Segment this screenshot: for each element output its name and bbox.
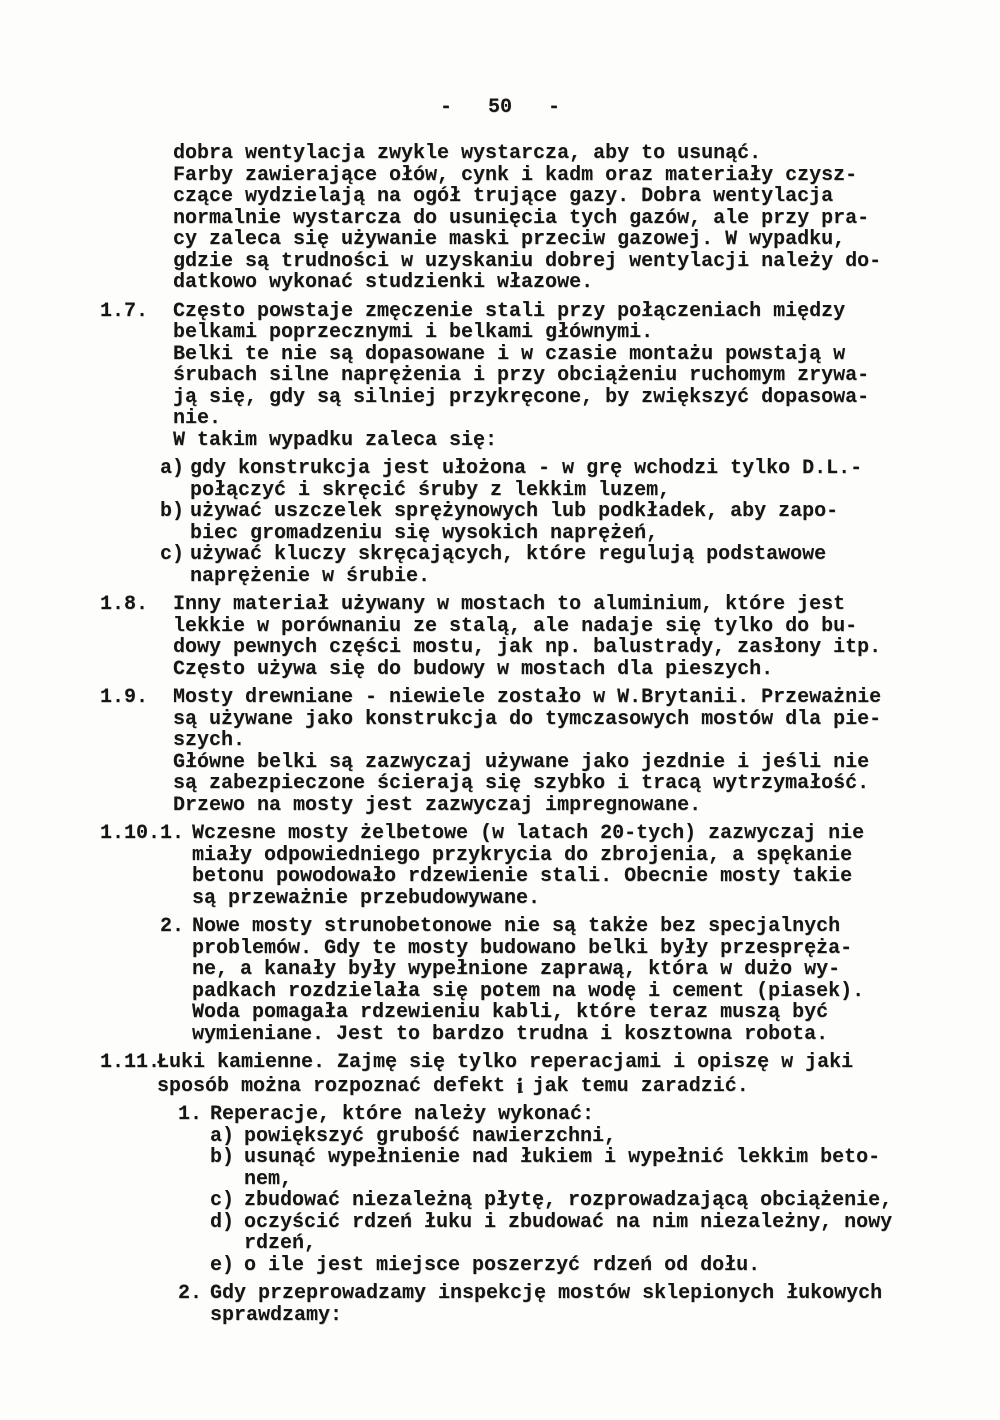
section-number: 1.9. xyxy=(100,686,149,709)
text-line: usunąć wypełnienie nad łukiem i wypełnić lekkim beto- xyxy=(244,1146,881,1169)
label-spacer xyxy=(100,143,173,294)
paragraph-body xyxy=(173,143,1000,294)
list-item-body xyxy=(244,1212,1000,1255)
list-marker: c) xyxy=(210,1189,235,1212)
text-line: betonu powodowało rdzewienie stali. Obecnie mosty takie xyxy=(192,865,853,888)
text-line: Często używa się do budowy w mostach dla pieszych. xyxy=(173,657,774,681)
text-line: Często powstaje zmęczenie stali przy połączeniach między xyxy=(173,299,846,323)
text-line: Główne belki są zazwyczaj używane jako jezdnie i jeśli nie xyxy=(173,750,870,774)
text-line: dobra wentylacja zwykle wystarcza, aby to usunąć. xyxy=(173,142,762,165)
section-1-7 xyxy=(100,301,1000,452)
page-content xyxy=(0,143,1000,1333)
text-line: gdy konstrukcja jest ułożona - w grę wchodzi tylko D.L.- xyxy=(190,457,863,480)
text-line: gdzie są trudności w uzyskaniu dobrej wentylacji należy do- xyxy=(173,249,882,273)
section-body xyxy=(173,594,1000,680)
list-item-body xyxy=(244,1190,1000,1212)
section-1-8 xyxy=(100,594,1000,680)
list-item xyxy=(210,1190,1000,1212)
text-line: są używane jako konstrukcja do tymczasowych mostów dla pie- xyxy=(173,707,882,731)
list-marker: e) xyxy=(210,1253,235,1277)
text-line: śrubach silne naprężenia i przy obciążeniu ruchomym zrywa- xyxy=(173,364,870,387)
numbered-item xyxy=(160,916,1000,1045)
list-marker: b) xyxy=(210,1146,235,1169)
text-line: o ile jest miejsce poszerzyć rdzeń od dołu. xyxy=(244,1253,761,1277)
numbered-item xyxy=(178,1283,1000,1326)
text-line: są przeważnie przebudowywane. xyxy=(192,886,541,910)
text-line: biec gromadzeniu się wysokich naprężeń, xyxy=(190,521,659,545)
text-line: problemów. Gdy te mosty budowano belki były przespręża- xyxy=(192,936,853,960)
list-marker: d) xyxy=(210,1210,235,1234)
numbered-item xyxy=(178,1104,1000,1276)
text-line: lekkie w porównaniu ze stalą, ale nadaje się tylko do bu- xyxy=(173,614,858,638)
text-line: miały odpowiedniego przykrycia do zbrojenia, a spękanie xyxy=(192,843,853,867)
list-marker: a) xyxy=(160,457,185,480)
section-body xyxy=(173,687,1000,816)
item-marker: 2. xyxy=(160,915,185,938)
text-line: Nowe mosty strunobetonowe nie są także bez specjalnych xyxy=(192,915,841,938)
text-line: czące wydzielają na ogół trujące gazy. Dobra wentylacja xyxy=(173,185,834,208)
item-body xyxy=(192,823,1000,909)
section-1-10 xyxy=(100,823,1000,909)
item-marker: 1. xyxy=(160,822,185,845)
text-line: W takim wypadku zaleca się: xyxy=(173,428,498,452)
text-line: nem, xyxy=(244,1167,293,1191)
text-line: Gdy przeprowadzamy inspekcję mostów sklepionych łukowych xyxy=(210,1282,883,1305)
text-line: Mosty drewniane - niewiele zostało w W.Brytanii. Przeważnie xyxy=(173,686,882,709)
section-1-11 xyxy=(100,1052,1000,1097)
text-line xyxy=(157,1074,1000,1098)
list-item xyxy=(210,1126,1000,1148)
item-body xyxy=(210,1283,1000,1326)
text-segment: sposób można rozpoznać defekt xyxy=(157,1074,506,1098)
text-line: używać uszczelek sprężynowych lub podkładek, aby zapo- xyxy=(190,500,839,523)
text-segment: jak temu zaradzić. xyxy=(532,1074,749,1098)
section-body xyxy=(160,823,1000,909)
list-item xyxy=(160,544,1000,587)
list-item-body xyxy=(244,1126,1000,1148)
text-line: Wczesne mosty żelbetowe (w latach 20-tych) zazwyczaj nie xyxy=(192,822,865,845)
list-item xyxy=(210,1147,1000,1190)
text-line: Reperacje, które należy wykonać: xyxy=(210,1103,595,1126)
text-line: cy zaleca się używanie maski przeciw gazowej. W wypadku, xyxy=(173,228,846,251)
text-line: Belki te nie są dopasowane i w czasie montażu powstają w xyxy=(173,342,846,366)
text-line: dowy pewnych części mostu, jak np. balustrady, zasłony itp. xyxy=(173,636,882,659)
item-body xyxy=(210,1104,1000,1276)
item-marker: 2. xyxy=(178,1282,203,1305)
item-body xyxy=(192,916,1000,1045)
section-body xyxy=(173,301,1000,452)
list-marker: a) xyxy=(210,1124,235,1148)
text-line: sprawdzamy: xyxy=(210,1303,343,1327)
list-item xyxy=(160,501,1000,544)
text-line: naprężenie w śrubie. xyxy=(190,564,431,588)
text-line: normalnie wystarcza do usunięcia tych gazów, ale przy pra- xyxy=(173,206,870,230)
section-body xyxy=(157,1052,1000,1097)
list-marker: c) xyxy=(160,543,185,566)
list-item xyxy=(210,1255,1000,1277)
list-item-body xyxy=(190,458,1000,501)
text-line: zbudować niezależną płytę, rozprowadzającą obciążenie, xyxy=(244,1189,893,1212)
lettered-sublist xyxy=(210,1126,1000,1277)
text-line: Farby zawierające ołów, cynk i kadm oraz materiały czysz- xyxy=(173,163,858,187)
text-line: belkami poprzecznymi i belkami głównymi. xyxy=(173,321,654,344)
list-item-body xyxy=(190,544,1000,587)
item-marker: 1. xyxy=(178,1103,203,1126)
text-line: padkach rozdzielała się potem na wodę i cement (piasek). xyxy=(192,979,865,1003)
text-line: oczyścić rdzeń łuku i zbudować na nim niezależny, nowy xyxy=(244,1210,893,1234)
text-line: ne, a kanały były wypełnione zaprawą, która w dużo wy- xyxy=(192,958,841,981)
text-line: datkowo wykonać studzienki włazowe. xyxy=(173,271,594,294)
text-line: Woda pomagała rdzewieniu kabli, które teraz muszą być xyxy=(192,1001,829,1024)
list-item-body xyxy=(244,1255,1000,1277)
text-line: Drzewo na mosty jest zazwyczaj impregnowane. xyxy=(173,793,702,817)
text-line: Inny materiał używany w mostach to aluminium, które jest xyxy=(173,593,846,616)
list-marker: b) xyxy=(160,500,185,523)
page-number: - 50 - xyxy=(439,96,561,119)
text-line: powiększyć grubość nawierzchni, xyxy=(244,1124,617,1148)
section-1-9 xyxy=(100,687,1000,816)
text-line: ją się, gdy są silniej przykręcone, by zwiększyć dopasowa- xyxy=(173,385,870,409)
numbered-item xyxy=(160,823,1000,909)
list-item xyxy=(210,1212,1000,1255)
section-number: 1.8. xyxy=(100,593,149,616)
list-item-body xyxy=(190,501,1000,544)
text-line: Łuki kamienne. Zajmę się tylko reperacjami i opiszę w jaki xyxy=(157,1051,854,1074)
text-line: szych. xyxy=(173,729,246,752)
section-number: 1.11. xyxy=(100,1051,161,1074)
text-line: używać kluczy skręcających, które regulują podstawowe xyxy=(190,543,827,566)
text-line: połączyć i skręcić śruby z lekkim luzem, xyxy=(190,478,671,502)
text-line: są zabezpieczone ścierają się szybko i tracą wytrzymałość. xyxy=(173,772,870,795)
text-line: rdzeń, xyxy=(244,1232,317,1255)
list-item-body xyxy=(244,1147,1000,1190)
text-line: wymieniane. Jest to bardzo trudna i kosztowna robota. xyxy=(192,1022,829,1046)
section-1-7-list xyxy=(160,458,1000,587)
intro-paragraph xyxy=(100,143,1000,294)
handwritten-insertion: i xyxy=(514,1073,526,1098)
text-line: nie. xyxy=(173,407,222,430)
section-number: 1.10. xyxy=(100,822,161,845)
list-item xyxy=(160,458,1000,501)
section-number: 1.7. xyxy=(100,299,149,323)
